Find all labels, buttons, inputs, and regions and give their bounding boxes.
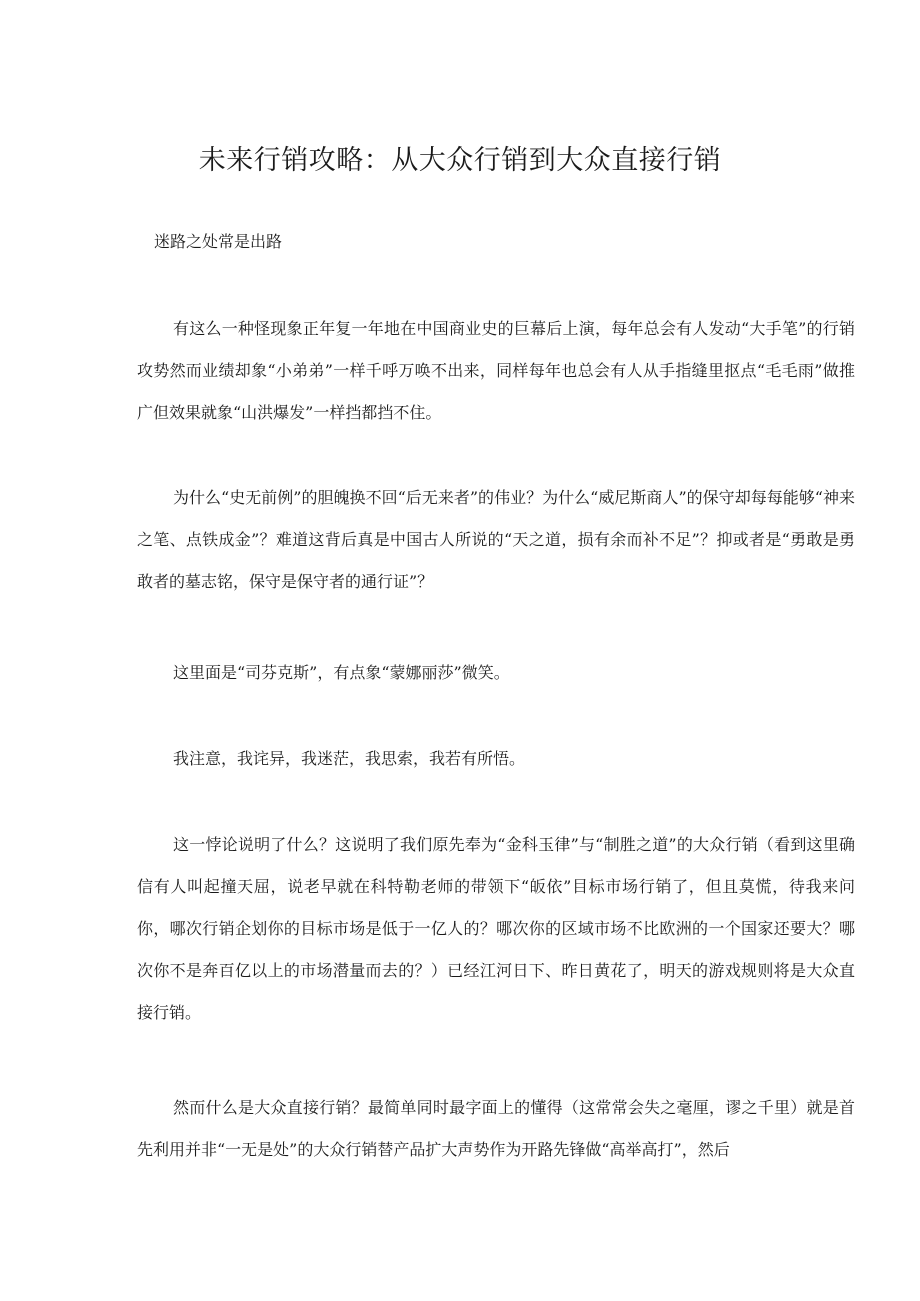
- paragraph-4: 我注意，我诧异，我迷茫，我思索，我若有所悟。: [173, 749, 526, 768]
- paragraph-5: 这一悖论说明了什么？这说明了我们原先奉为“金科玉律”与“制胜之道”的大众行销（看到这里确信有人叫起撞天屈，说老早就在科特勒老师的带领下“皈依”目标市场行销了，但且莫慌，待我来问你，哪次行销企划你的目标市场是低于一亿人的？哪次你的区域市场不比欧洲的一个国家还要大？哪次你不是奔百亿以上的市场潜量而去的？）已经江河日下、昨日黄花了，明天的游戏规则将是大众直接行销。: [137, 835, 855, 1022]
- document-title: 未来行销攻略：从大众行销到大众直接行销: [198, 145, 722, 176]
- paragraph-1: 有这么一种怪现象正年复一年地在中国商业史的巨幕后上演，每年总会有人发动“大手笔”的行销攻势然而业绩却象“小弟弟”一样千呼万唤不出来，同样每年也总会有人从手指缝里抠点“毛毛雨”做推广但效果就象“山洪爆发”一样挡都挡不住。: [137, 319, 855, 422]
- paragraph-3: 这里面是“司芬克斯”，有点象“蒙娜丽莎”微笑。: [173, 663, 510, 682]
- paragraph-6: 然而什么是大众直接行销？最简单同时最字面上的懂得（这常常会失之毫厘，谬之千里）就是首先利用并非“一无是处”的大众行销替产品扩大声势作为开路先锋做“高举高打”，然后: [137, 1098, 855, 1159]
- document-subtitle: 迷路之处常是出路: [154, 232, 283, 251]
- paragraph-2: 为什么“史无前例”的胆魄换不回“后无来者”的伟业？为什么“威尼斯商人”的保守却每每能够“神来之笔、点铁成金”？难道这背后真是中国古人所说的“天之道，损有余而补不足”？抑或者是“勇敢是勇敢者的墓志铭，保守是保守者的通行证”？: [137, 488, 855, 591]
